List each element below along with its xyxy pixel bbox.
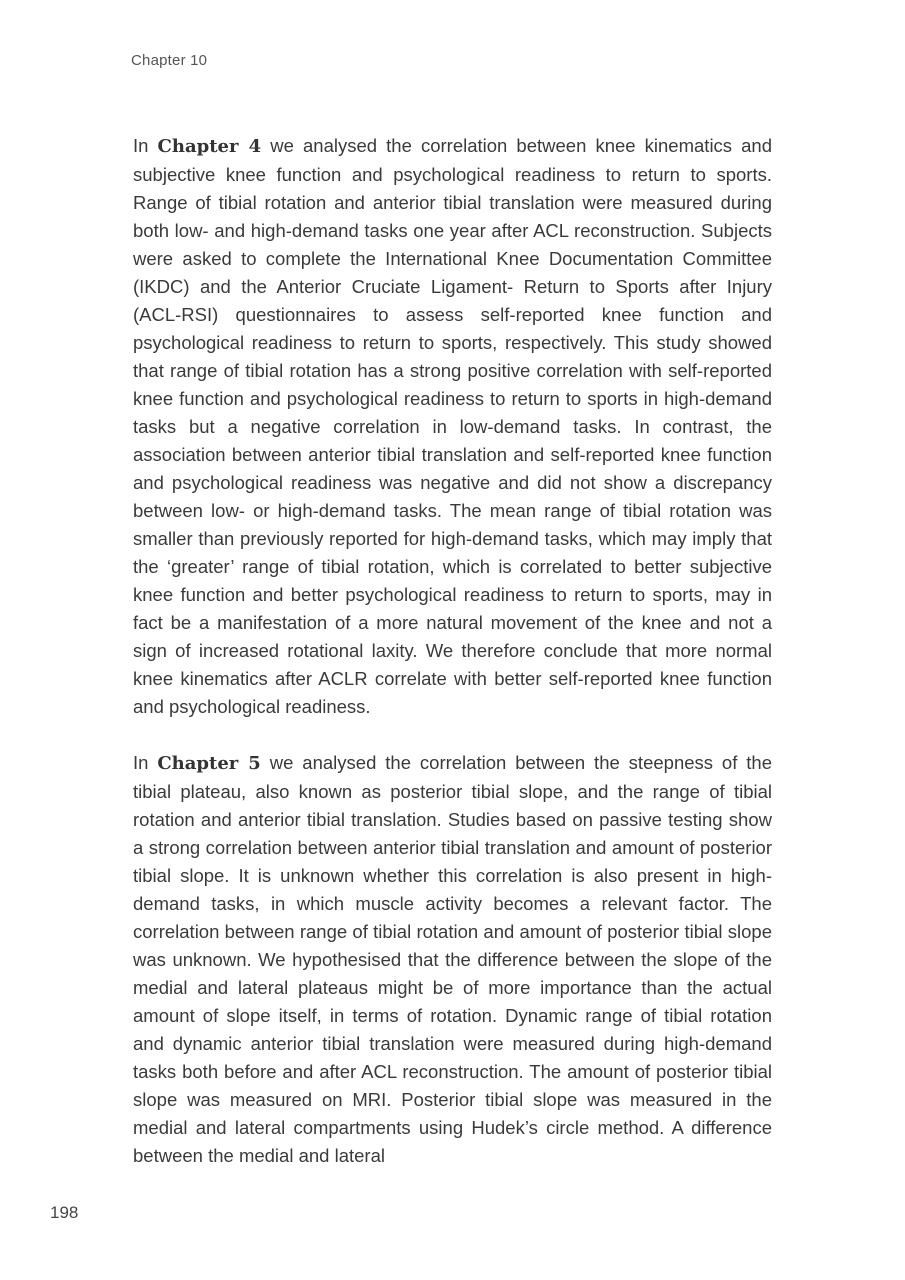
paragraph-chapter-4	[133, 132, 772, 721]
paragraph-lead: In	[133, 135, 158, 156]
page-number: 198	[50, 1203, 79, 1222]
chapter-5-reference: Chapter 5	[157, 753, 261, 774]
chapter-4-reference: Chapter 4	[157, 136, 262, 157]
paragraph-text: we analysed the correlation between the steepness of the tibial plateau, also known as posterior tibial slope, and the range of tibial rotation and anterior tibial translation. Studies based on passive testing show a strong correlation between anterior tibial translation and amount of posterior tibial slope. It is unknown whether this correlation is also present in high-demand tasks, in which muscle activity becomes a relevant factor. The correlation between range of tibial rotation and amount of posterior tibial slope was unknown. We hypothesised that the difference between the slope of the medial and lateral plateaus might be of more importance than the actual amount of slope itself, in terms of rotation. Dynamic range of tibial rotation and dynamic anterior tibial translation were measured during high-demand tasks both before and after ACL reconstruction. The amount of posterior tibial slope was measured on MRI. Posterior tibial slope was measured in the medial and lateral compartments using Hudek’s circle method. A difference between the medial and lateral	[133, 752, 772, 1166]
paragraph-lead: In	[133, 752, 158, 773]
running-head: Chapter 10	[131, 52, 208, 69]
paragraph-text: we analysed the correlation between knee kinematics and subjective knee function and psychological readiness to return to sports. Range of tibial rotation and anterior tibial translation were measured during both low- and high-demand tasks one year after ACL reconstruction. Subjects were asked to complete the International Knee Documentation Committee (IKDC) and the Anterior Cruciate Ligament- Return to Sports after Injury (ACL-RSI) questionnaires to assess self-reported knee function and psychological readiness to return to sports, respectively. This study showed that range of tibial rotation has a strong positive correlation with self-reported knee function and psychological readiness to return to sports in high-demand tasks but a negative correlation in low-demand tasks. In contrast, the association between anterior tibial translation and self-reported knee function and psychological readiness was negative and did not show a discrepancy between low- or high-demand tasks. The mean range of tibial rotation was smaller than previously reported for high-demand tasks, which may imply that the ‘greater’ range of tibial rotation, which is correlated to better subjective knee function and better psychological readiness to return to sports, may in fact be a manifestation of a more natural movement of the knee and not a sign of increased rotational laxity. We therefore conclude that more normal knee kinematics after ACLR correlate with better self-reported knee function and psychological readiness.	[133, 135, 773, 717]
body-text	[133, 132, 772, 1198]
paragraph-chapter-5	[133, 749, 772, 1170]
